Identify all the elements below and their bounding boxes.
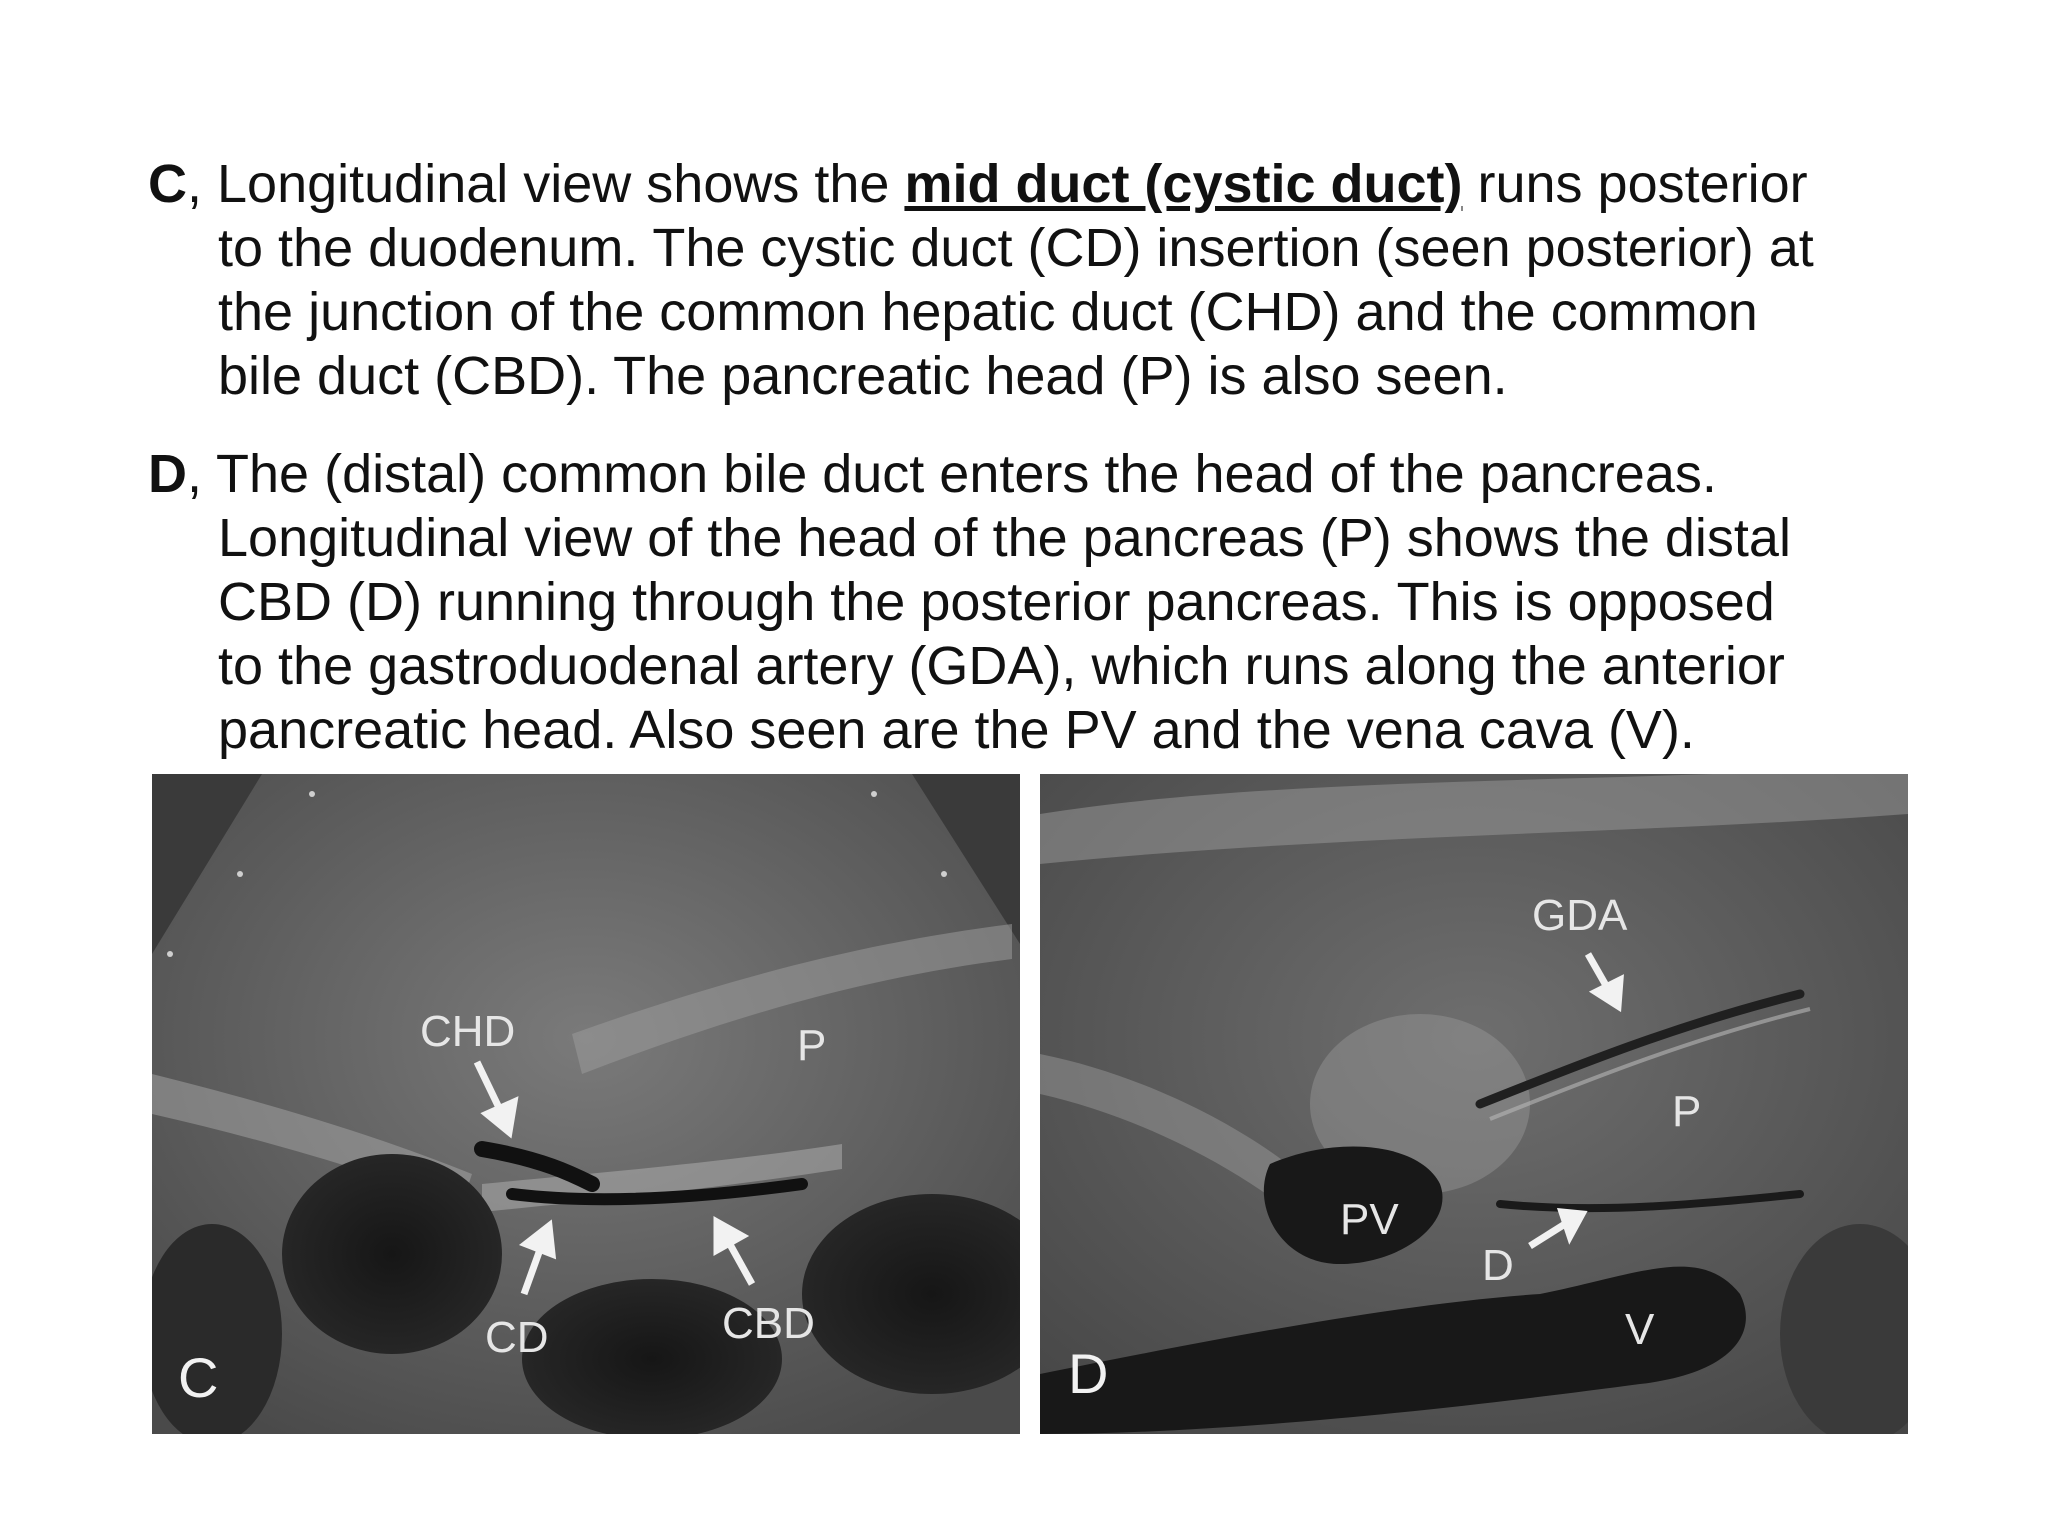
label-p: P [797, 1021, 827, 1070]
label-cbd: CBD [722, 1299, 815, 1348]
ultrasound-image-c [152, 774, 1020, 1434]
caption-c-text: , Longitudinal view shows the [187, 154, 905, 214]
ultrasound-image-d [1040, 774, 1908, 1434]
label-cd: CD [485, 1313, 549, 1362]
caption-c-line-3: the junction of the common hepatic duct (CHD) and the common [218, 282, 1758, 342]
panel-letter-d: D [1068, 1342, 1109, 1405]
caption-c [148, 152, 1948, 408]
caption-d-line-4: to the gastroduodenal artery (GDA), which runs along the anterior [218, 636, 1785, 696]
caption-c-line-4: bile duct (CBD). The pancreatic head (P) is also seen. [218, 346, 1508, 406]
caption-c-letter: C [148, 154, 187, 214]
caption-d [148, 442, 1948, 762]
label-d: D [1482, 1241, 1514, 1290]
caption-c-line-2: to the duodenum. The cystic duct (CD) insertion (seen posterior) at [218, 218, 1814, 278]
caption-d-text: , The (distal) common bile duct enters the head of the pancreas. [187, 444, 1717, 504]
caption-c-line-1 [148, 152, 1948, 216]
ultrasound-c-graphic [152, 774, 1020, 1434]
label-chd: CHD [420, 1007, 516, 1056]
caption-d-line-2: Longitudinal view of the head of the pancreas (P) shows the distal [218, 508, 1791, 568]
label-p: P [1672, 1087, 1702, 1136]
ultrasound-d-graphic [1040, 774, 1908, 1434]
caption-d-line-5: pancreatic head. Also seen are the PV and the vena cava (V). [218, 700, 1695, 760]
caption-d-line-3: CBD (D) running through the posterior pancreas. This is opposed [218, 572, 1775, 632]
caption-d-letter: D [148, 444, 187, 504]
label-pv: PV [1340, 1195, 1399, 1244]
panel-letter-c: C [178, 1346, 219, 1409]
caption-c-emphasis: mid duct (cystic duct) [904, 154, 1463, 214]
label-v: V [1625, 1305, 1655, 1354]
caption-c-text-end: runs posterior [1462, 154, 1808, 214]
caption-d-line-1 [148, 442, 1948, 506]
label-gda: GDA [1532, 891, 1628, 940]
